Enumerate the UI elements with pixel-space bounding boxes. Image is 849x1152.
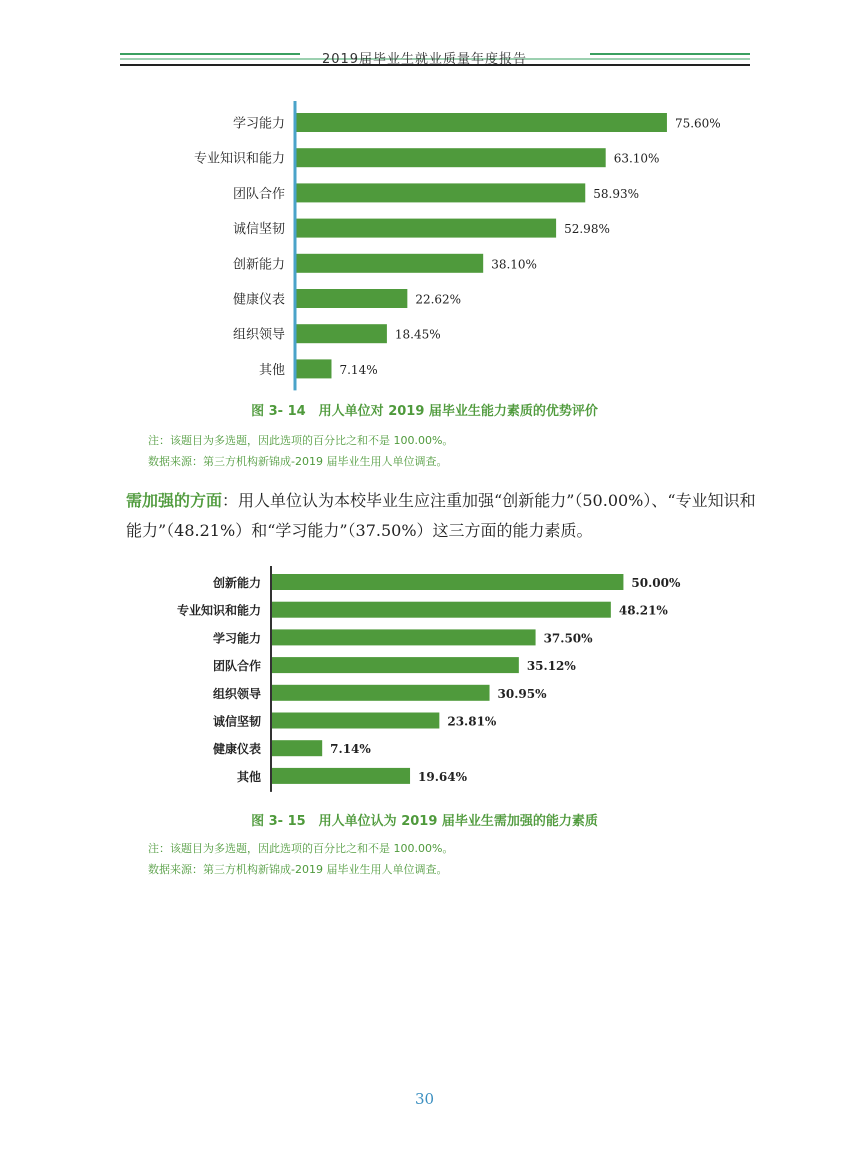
figure2-note: 注：该题目为多选题，因此选项的百分比之和不是 100.00%。 (148, 842, 454, 855)
data-label: 48.21% (618, 603, 668, 618)
category-label: 创新能力 (232, 257, 285, 273)
figure1-source: 数据来源：第三方机构新锦成-2019 届毕业生用人单位调查。 (148, 455, 448, 468)
category-label: 学习能力 (232, 116, 285, 132)
header-title: 2019届毕业生就业质量年度报告 (321, 52, 528, 67)
bar (272, 685, 490, 701)
category-label: 健康仪表 (212, 742, 261, 757)
bar (272, 768, 410, 784)
figure2-source: 数据来源：第三方机构新锦成-2019 届毕业生用人单位调查。 (148, 863, 448, 876)
data-label: 58.93% (593, 186, 640, 201)
paragraph-text: ：用人单位认为本校毕业生应注重加强“创新能力”（50.00%）、“专业知识和能力”（48.21%）和“学习能力”（37.50%）这三方面的能力素质。 (126, 491, 756, 540)
data-label: 63.10% (613, 151, 660, 166)
bar (272, 713, 439, 729)
category-label: 健康仪表 (232, 292, 285, 308)
data-label: 7.14% (339, 362, 378, 377)
category-label: 诚信坚韧 (232, 222, 285, 238)
category-label: 其他 (258, 362, 285, 378)
category-label: 团队合作 (232, 186, 285, 202)
category-label: 专业知识和能力 (176, 603, 261, 618)
figure1-caption: 图 3- 14 用人单位对 2019 届毕业生能力素质的优势评价 (251, 404, 598, 419)
data-label: 30.95% (497, 686, 547, 701)
data-label: 50.00% (631, 576, 681, 590)
bar (272, 629, 536, 645)
category-label: 学习能力 (212, 631, 261, 646)
bar (272, 574, 623, 590)
figure1-note: 注：该题目为多选题，因此选项的百分比之和不是 100.00%。 (148, 434, 454, 447)
page-number: 30 (414, 1090, 435, 1108)
data-label: 35.12% (526, 659, 576, 674)
category-label: 其他 (236, 769, 261, 784)
category-label: 诚信坚韧 (212, 714, 261, 729)
category-label: 创新能力 (212, 576, 261, 590)
bar (272, 657, 519, 673)
data-label: 19.64% (418, 769, 468, 784)
bar (272, 602, 611, 618)
data-label: 7.14% (330, 742, 371, 757)
category-label: 组织领导 (232, 327, 285, 343)
category-label: 专业知识和能力 (193, 151, 285, 167)
category-label: 团队合作 (212, 659, 261, 674)
data-label: 37.50% (543, 631, 593, 646)
data-label: 23.81% (447, 714, 497, 729)
data-label: 75.60% (674, 116, 721, 131)
data-label: 52.98% (564, 222, 610, 237)
figure2-caption: 图 3- 15 用人单位认为 2019 届毕业生需加强的能力素质 (251, 814, 598, 829)
category-label: 组织领导 (212, 686, 261, 701)
bar (272, 740, 322, 756)
paragraph-highlight: 需加强的方面 (126, 491, 223, 510)
data-label: 22.62% (415, 292, 462, 307)
data-label: 18.45% (394, 327, 441, 342)
data-label: 38.10% (491, 257, 537, 272)
